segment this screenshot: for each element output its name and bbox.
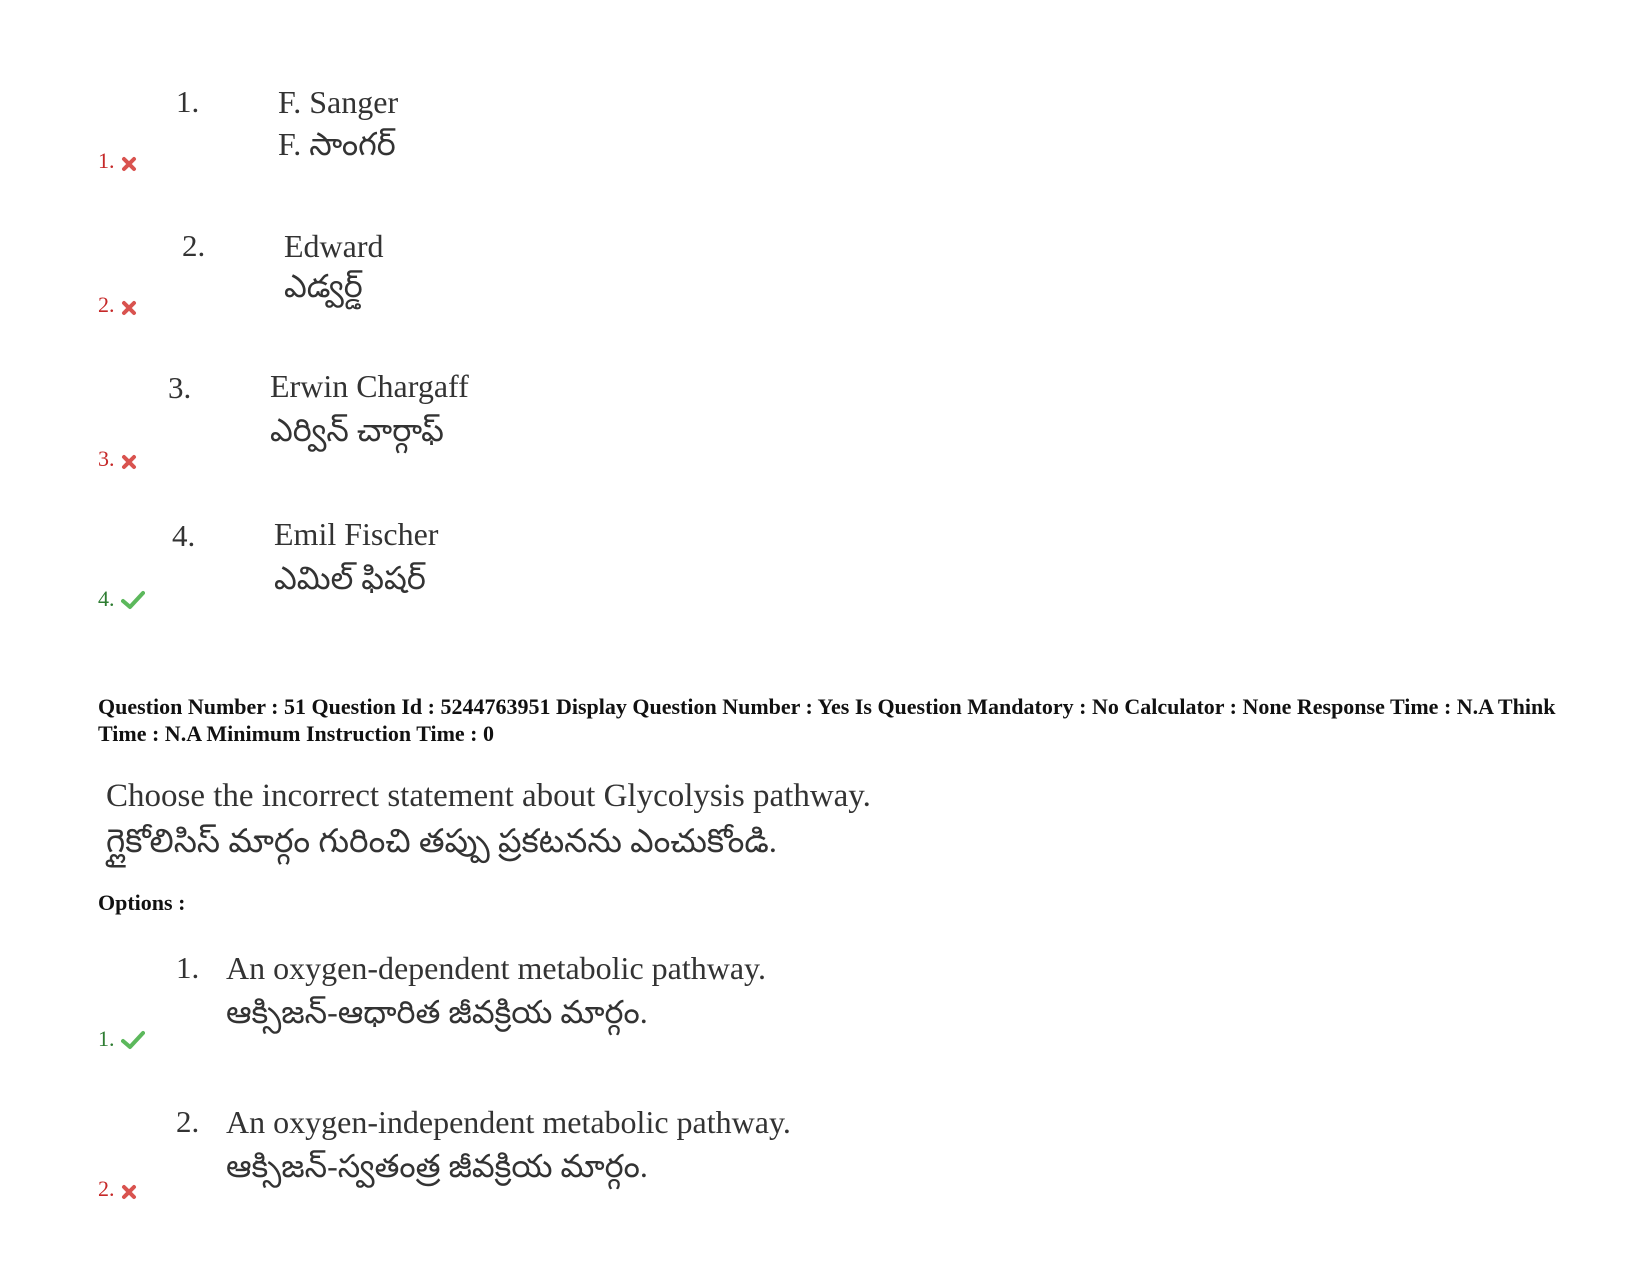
cross-icon — [121, 1184, 137, 1200]
marker-number: 2. — [98, 1176, 115, 1201]
check-icon — [121, 1030, 145, 1050]
option-text-telugu: ఎడ్వర్డ్ — [284, 268, 363, 304]
option-number: 3. — [168, 370, 192, 405]
option-number: 2. — [182, 228, 206, 263]
cross-icon — [121, 156, 137, 172]
marker-number: 1. — [98, 148, 115, 173]
option-number: 1. — [176, 950, 200, 985]
option-text-english: Erwin Chargaff — [270, 368, 469, 404]
option-text-telugu: ఆక్సిజన్-ఆధారిత జీవక్రియ మార్గం. — [226, 994, 648, 1030]
marker-number: 4. — [98, 586, 115, 611]
option-marker — [98, 294, 137, 316]
cross-icon — [121, 454, 137, 470]
option-text-english: An oxygen-dependent metabolic pathway. — [226, 950, 766, 986]
option-text-english: F. Sanger — [278, 84, 399, 120]
marker-number: 1. — [98, 1026, 115, 1051]
option-text-telugu: ఎమిల్ ఫిషర్ — [274, 560, 426, 596]
check-icon — [121, 590, 145, 610]
option-marker — [98, 448, 137, 470]
option-marker — [98, 588, 145, 610]
option-text-telugu: ఆక్సిజన్-స్వతంత్ర జీవక్రియ మార్గం. — [226, 1148, 648, 1184]
option-marker — [98, 150, 137, 172]
option-text-english: Emil Fischer — [274, 516, 439, 552]
question-text-english: Choose the incorrect statement about Glycolysis pathway. — [106, 778, 871, 814]
options-label: Options : — [98, 890, 186, 915]
option-text-english: Edward — [284, 228, 384, 264]
option-number: 4. — [172, 518, 196, 553]
option-number: 2. — [176, 1104, 200, 1139]
cross-icon — [121, 300, 137, 316]
question-text-telugu: గ్లైకోలిసిస్ మార్గం గురించి తప్పు ప్రకటనను ఎంచుకోండి. — [106, 824, 778, 860]
option-marker — [98, 1028, 145, 1050]
marker-number: 2. — [98, 292, 115, 317]
option-number: 1. — [176, 84, 200, 119]
option-text-telugu: F. సాంగర్ — [278, 126, 396, 162]
option-marker — [98, 1178, 137, 1200]
option-text-english: An oxygen-independent metabolic pathway. — [226, 1104, 791, 1140]
marker-number: 3. — [98, 446, 115, 471]
option-text-telugu: ఎర్విన్ చార్గాఫ్ — [270, 412, 444, 448]
question-meta-info: Question Number : 51 Question Id : 5244763951 Display Question Number : Yes Is Question Mandatory : No Calculator : None Response Time : N.A Think Time : N.A Minimum Instruction Time : 0 — [98, 694, 1556, 746]
